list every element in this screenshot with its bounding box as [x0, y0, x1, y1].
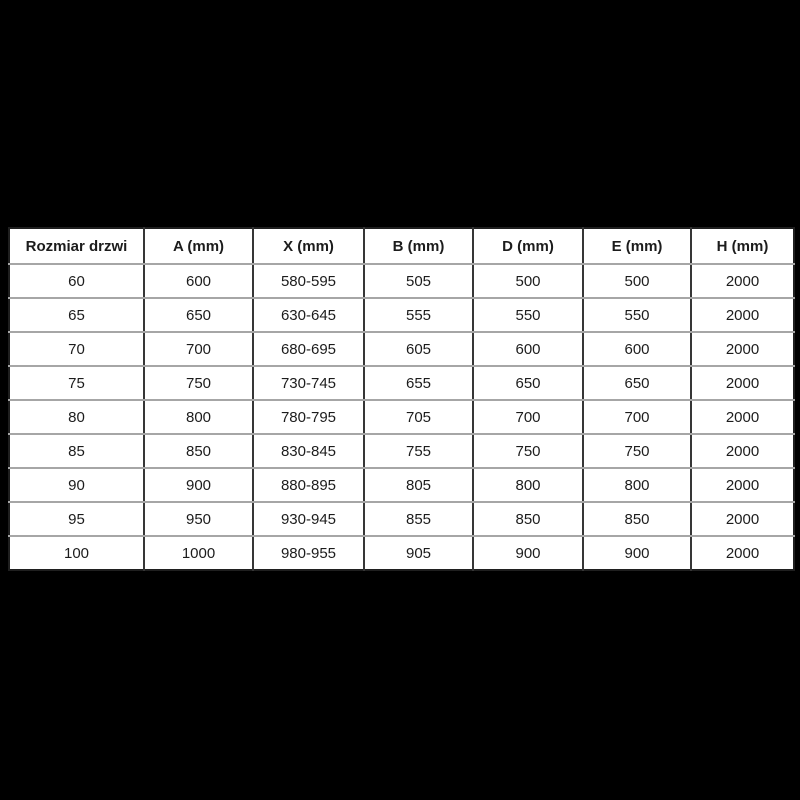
table-cell: 2000: [691, 298, 794, 332]
table-cell: 555: [364, 298, 473, 332]
table-cell: 800: [583, 468, 691, 502]
table-cell: 2000: [691, 536, 794, 570]
column-header-2: A (mm): [144, 228, 253, 264]
table-cell: 755: [364, 434, 473, 468]
table-cell: 650: [473, 366, 583, 400]
table-cell: 750: [144, 366, 253, 400]
column-header-5: D (mm): [473, 228, 583, 264]
table-row: [9, 366, 794, 400]
table-cell: 700: [583, 400, 691, 434]
table-cell: 505: [364, 264, 473, 298]
table-row: [9, 400, 794, 434]
table-cell: 60: [9, 264, 144, 298]
table-cell: 705: [364, 400, 473, 434]
column-header-4: B (mm): [364, 228, 473, 264]
table-cell: 600: [144, 264, 253, 298]
table-cell: 750: [473, 434, 583, 468]
table-cell: 600: [583, 332, 691, 366]
table-cell: 2000: [691, 264, 794, 298]
table-cell: 1000: [144, 536, 253, 570]
table-cell: 900: [583, 536, 691, 570]
column-header-6: E (mm): [583, 228, 691, 264]
door-size-table-container: [8, 227, 793, 571]
table-cell: 600: [473, 332, 583, 366]
table-cell: 2000: [691, 434, 794, 468]
table-cell: 780-795: [253, 400, 364, 434]
table-row: [9, 332, 794, 366]
table-cell: 500: [473, 264, 583, 298]
table-cell: 950: [144, 502, 253, 536]
table-cell: 980-955: [253, 536, 364, 570]
table-cell: 850: [473, 502, 583, 536]
table-cell: 85: [9, 434, 144, 468]
door-size-table: [8, 227, 795, 571]
table-cell: 680-695: [253, 332, 364, 366]
table-cell: 830-845: [253, 434, 364, 468]
table-cell: 650: [144, 298, 253, 332]
table-row: [9, 502, 794, 536]
table-cell: 730-745: [253, 366, 364, 400]
table-cell: 2000: [691, 400, 794, 434]
table-cell: 75: [9, 366, 144, 400]
table-header: [9, 228, 794, 264]
table-cell: 100: [9, 536, 144, 570]
table-cell: 700: [144, 332, 253, 366]
table-cell: 550: [583, 298, 691, 332]
table-row: [9, 434, 794, 468]
table-cell: 80: [9, 400, 144, 434]
table-cell: 70: [9, 332, 144, 366]
table-cell: 805: [364, 468, 473, 502]
table-cell: 65: [9, 298, 144, 332]
table-cell: 2000: [691, 468, 794, 502]
table-cell: 580-595: [253, 264, 364, 298]
table-cell: 550: [473, 298, 583, 332]
column-header-7: H (mm): [691, 228, 794, 264]
table-row: [9, 264, 794, 298]
table-cell: 2000: [691, 366, 794, 400]
table-row: [9, 298, 794, 332]
column-header-1: Rozmiar drzwi: [9, 228, 144, 264]
table-cell: 2000: [691, 332, 794, 366]
table-cell: 500: [583, 264, 691, 298]
table-cell: 900: [144, 468, 253, 502]
table-cell: 605: [364, 332, 473, 366]
table-cell: 700: [473, 400, 583, 434]
table-cell: 905: [364, 536, 473, 570]
table-cell: 900: [473, 536, 583, 570]
header-row: [9, 228, 794, 264]
column-header-3: X (mm): [253, 228, 364, 264]
table-row: [9, 536, 794, 570]
table-cell: 2000: [691, 502, 794, 536]
table-cell: 630-645: [253, 298, 364, 332]
table-cell: 880-895: [253, 468, 364, 502]
table-cell: 855: [364, 502, 473, 536]
table-cell: 800: [144, 400, 253, 434]
table-cell: 655: [364, 366, 473, 400]
table-cell: 95: [9, 502, 144, 536]
table-cell: 850: [144, 434, 253, 468]
table-cell: 930-945: [253, 502, 364, 536]
table-row: [9, 468, 794, 502]
table-body: [9, 264, 794, 570]
table-cell: 850: [583, 502, 691, 536]
table-cell: 90: [9, 468, 144, 502]
table-cell: 800: [473, 468, 583, 502]
table-cell: 650: [583, 366, 691, 400]
table-cell: 750: [583, 434, 691, 468]
